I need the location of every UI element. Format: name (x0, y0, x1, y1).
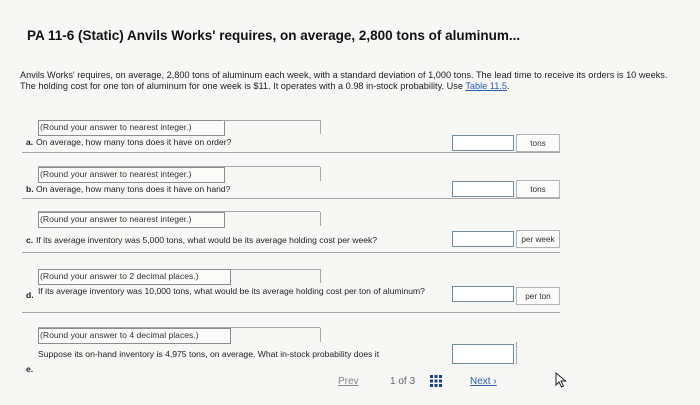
question-d-letter: d. (26, 290, 34, 300)
rounding-note-a: (Round your answer to nearest integer.) (38, 120, 225, 136)
question-e: Suppose its on-hand inventory is 4,975 tons, on average. What in-stock probability does it (38, 349, 380, 359)
question-e-letter: e. (26, 364, 34, 374)
rounding-note-d: (Round your answer to 2 decimal places.) (38, 269, 231, 285)
unit-label-c: per week (516, 230, 560, 248)
rounding-note-c: (Round your answer to nearest integer.) (38, 212, 225, 228)
page-title: PA 11-6 (Static) Anvils Works' requires, on average, 2,800 tons of aluminum... (27, 28, 521, 43)
unit-label-b: tons (516, 180, 560, 198)
answer-input-b[interactable] (452, 181, 514, 197)
question-a: a. On average, how many tons does it have on order? (26, 137, 232, 147)
intro-text: Anvils Works' requires, on average, 2,800 tons of aluminum each week, with a standard deviation of 1,000 tons. The lead time to receive its orders is 10 weeks. The holding cost for one ton of aluminum for one week is $11. It operates with a 0.98 in-stock probability. Use (20, 70, 668, 91)
answer-input-a[interactable] (452, 135, 514, 151)
table-11-5-link[interactable]: Table 11.5 (465, 81, 508, 91)
answer-input-c[interactable] (452, 231, 514, 247)
rounding-note-b: (Round your answer to nearest integer.) (38, 167, 225, 183)
page-indicator: 1 of 3 (390, 376, 416, 387)
question-d: If its average inventory was 10,000 tons, what would be its average holding cost per ton of aluminum? (38, 286, 425, 296)
question-c: c. If its average inventory was 5,000 tons, what would be its average holding cost per week? (26, 235, 378, 245)
next-button[interactable]: Next › (470, 376, 497, 387)
chevron-right-icon: › (493, 376, 497, 387)
grid-view-icon[interactable] (430, 375, 442, 387)
mouse-cursor-icon (555, 372, 567, 388)
unit-label-d: per ton (516, 287, 560, 305)
answer-input-e[interactable] (452, 344, 514, 364)
problem-intro: Anvils Works' requires, on average, 2,800 tons of aluminum each week, with a standard deviation of 1,000 tons. The lead time to receive its orders is 10 weeks. The holding cost for one ton of aluminum for one week is $11. It operates with a 0.98 in-stock probability. Use Table 11.5. (20, 70, 668, 91)
answer-input-d[interactable] (452, 286, 514, 302)
prev-button[interactable]: Prev (338, 376, 359, 387)
unit-label-a: tons (516, 134, 560, 152)
question-b: b. On average, how many tons does it have on hand? (26, 184, 231, 194)
rounding-note-e: (Round your answer to 4 decimal places.) (38, 328, 231, 344)
